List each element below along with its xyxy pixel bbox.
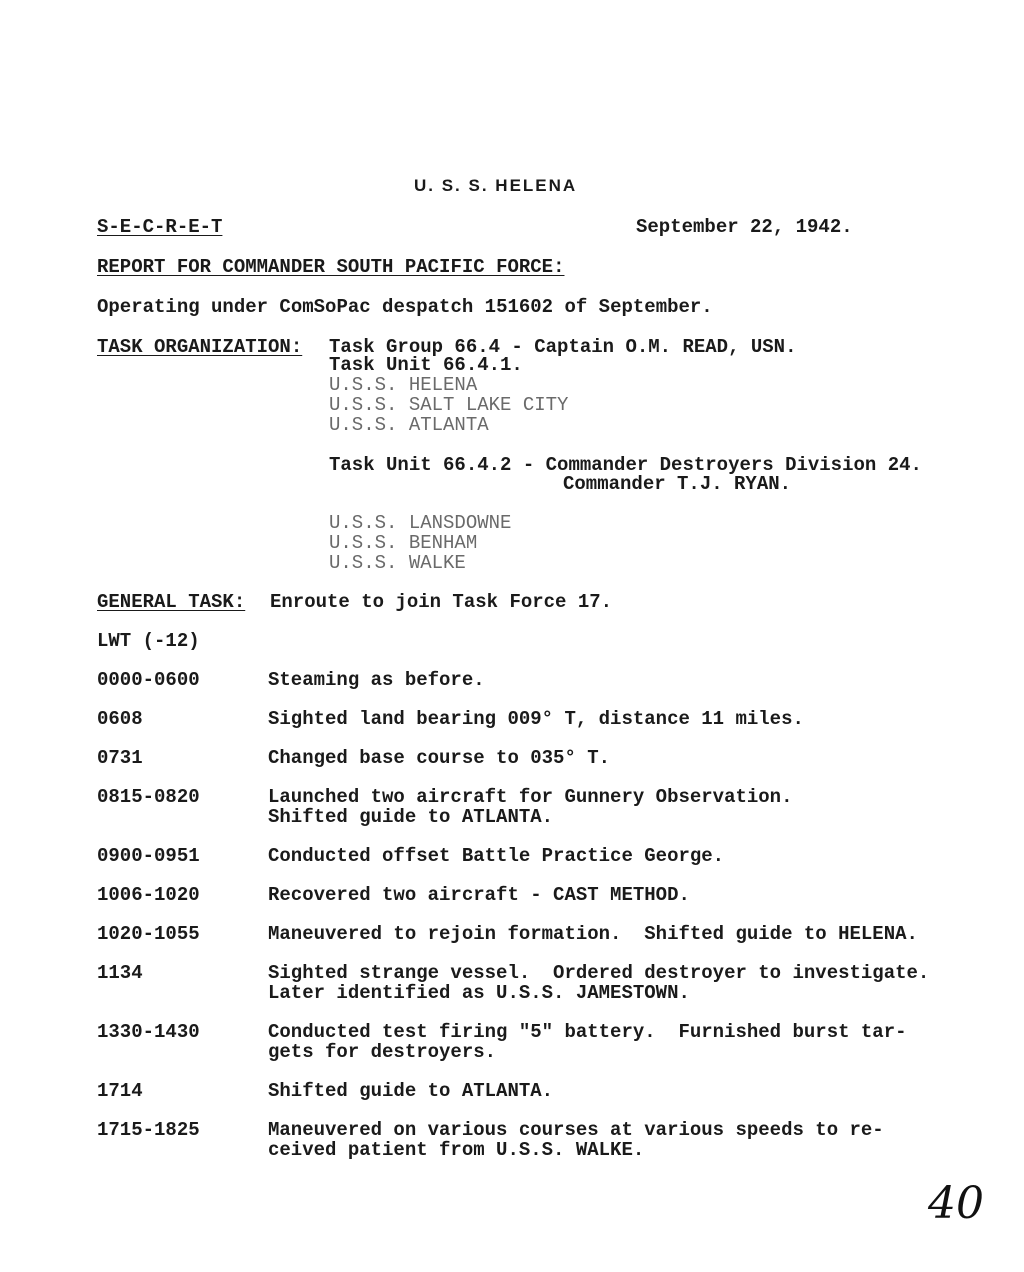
task-unit-2-ship: U.S.S. WALKE xyxy=(329,552,466,574)
log-time: 1020-1055 xyxy=(97,923,200,945)
log-time: 1714 xyxy=(97,1080,143,1102)
report-date: September 22, 1942. xyxy=(636,216,853,238)
time-zone: LWT (-12) xyxy=(97,630,200,652)
log-text: Shifted guide to ATLANTA. xyxy=(268,806,554,828)
ship-heading: U. S. S. HELENA xyxy=(414,176,578,195)
log-text: Conducted test firing "5" battery. Furnished burst tar- xyxy=(268,1021,907,1043)
task-organization-label: TASK ORGANIZATION: xyxy=(97,336,303,358)
log-text: Conducted offset Battle Practice George. xyxy=(268,845,725,867)
task-unit-2-title: Task Unit 66.4.2 - Commander Destroyers Division 24. xyxy=(329,454,922,476)
log-text: gets for destroyers. xyxy=(268,1041,497,1063)
log-text: Launched two aircraft for Gunnery Observation. xyxy=(268,786,793,808)
log-text: Maneuvered to rejoin formation. Shifted guide to HELENA. xyxy=(268,923,918,945)
log-text: ceived patient from U.S.S. WALKE. xyxy=(268,1139,645,1161)
log-time: 0731 xyxy=(97,747,143,769)
task-unit-1-ship: U.S.S. HELENA xyxy=(329,374,478,396)
general-task-text: Enroute to join Task Force 17. xyxy=(270,591,613,613)
task-unit-2-ship: U.S.S. BENHAM xyxy=(329,532,478,554)
log-time: 1715-1825 xyxy=(97,1119,200,1141)
log-text: Shifted guide to ATLANTA. xyxy=(268,1080,554,1102)
log-time: 0815-0820 xyxy=(97,786,200,808)
task-unit-1-ship: U.S.S. SALT LAKE CITY xyxy=(329,394,569,416)
log-text: Recovered two aircraft - CAST METHOD. xyxy=(268,884,690,906)
general-task-label: GENERAL TASK: xyxy=(97,591,246,613)
operating-note: Operating under ComSoPac despatch 151602 of September. xyxy=(97,296,713,318)
classification-marking: S-E-C-R-E-T xyxy=(97,216,223,238)
task-unit-2-ship: U.S.S. LANSDOWNE xyxy=(329,512,512,534)
log-text: Later identified as U.S.S. JAMESTOWN. xyxy=(268,982,690,1004)
handwritten-page-number: 40 xyxy=(928,1178,984,1229)
task-unit-1-title: Task Unit 66.4.1. xyxy=(329,354,523,376)
log-time: 0900-0951 xyxy=(97,845,200,867)
log-time: 0000-0600 xyxy=(97,669,200,691)
task-unit-2-commander: Commander T.J. RYAN. xyxy=(563,473,792,495)
log-text: Changed base course to 035° T. xyxy=(268,747,611,769)
task-unit-1-ship: U.S.S. ATLANTA xyxy=(329,414,489,436)
log-time: 1006-1020 xyxy=(97,884,200,906)
log-text: Sighted strange vessel. Ordered destroyer to investigate. xyxy=(268,962,930,984)
log-text: Steaming as before. xyxy=(268,669,485,691)
log-time: 0608 xyxy=(97,708,143,730)
log-text: Sighted land bearing 009° T, distance 11 miles. xyxy=(268,708,804,730)
log-time: 1134 xyxy=(97,962,143,984)
task-group-line: Task Group 66.4 - Captain O.M. READ, USN. xyxy=(329,336,797,358)
log-text: Maneuvered on various courses at various speeds to re- xyxy=(268,1119,884,1141)
report-title: REPORT FOR COMMANDER SOUTH PACIFIC FORCE: xyxy=(97,256,565,278)
log-time: 1330-1430 xyxy=(97,1021,200,1043)
